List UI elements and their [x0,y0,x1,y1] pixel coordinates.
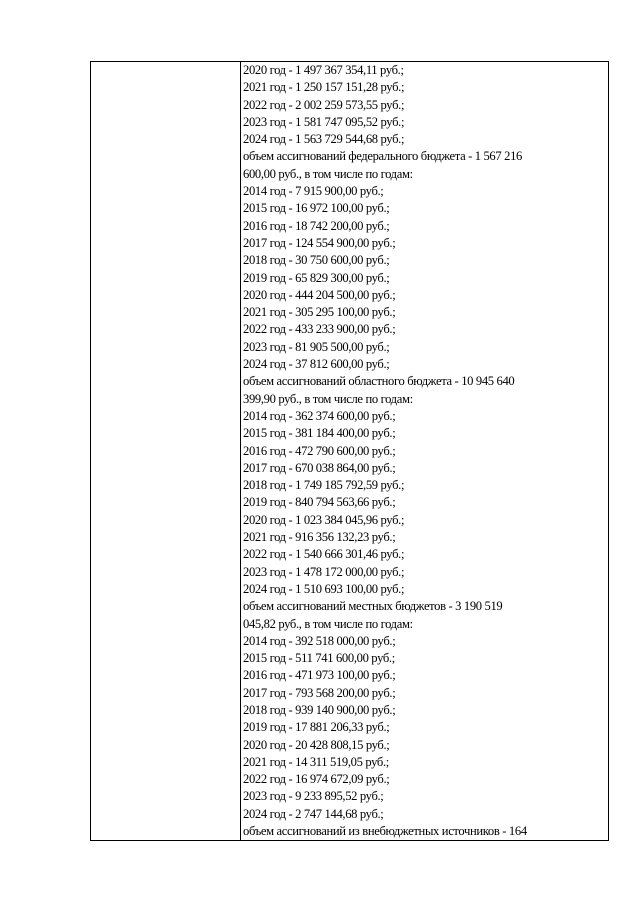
budget-line: 2016 год - 472 790 600,00 руб.; [243,443,396,458]
table-right-cell [241,62,608,840]
budget-line: 399,90 руб., в том числе по годам: [243,391,413,406]
budget-line: объем ассигнований из внебюджетных источников - 164 [243,824,527,839]
budget-line: 2018 год - 1 749 185 792,59 руб.; [243,478,405,493]
budget-line: 2023 год - 1 478 172 000,00 руб.; [243,564,405,579]
budget-line: 2021 год - 916 356 132,23 руб.; [243,530,396,545]
budget-line: 2017 год - 124 554 900,00 руб.; [243,235,396,250]
budget-line: 2015 год - 381 184 400,00 руб.; [243,426,396,441]
budget-line: 2019 год - 17 881 206,33 руб.; [243,720,390,735]
budget-line: 2022 год - 2 002 259 573,55 руб.; [243,97,405,112]
budget-line: 2024 год - 2 747 144,68 руб.; [243,806,384,821]
budget-line: 2020 год - 444 204 500,00 руб.; [243,287,396,302]
budget-line: 2015 год - 511 741 600,00 руб.; [243,651,395,666]
budget-line: 2022 год - 16 974 672,09 руб.; [243,772,390,787]
budget-line: 2022 год - 433 233 900,00 руб.; [243,322,396,337]
table-left-cell [91,62,241,840]
budget-line: 2016 год - 471 973 100,00 руб.; [243,668,396,683]
budget-line: 2023 год - 1 581 747 095,52 руб.; [243,114,405,129]
budget-line: 2024 год - 1 563 729 544,68 руб.; [243,132,405,147]
budget-line: 2018 год - 30 750 600,00 руб.; [243,253,390,268]
budget-line: 045,82 руб., в том числе по годам: [243,616,413,631]
budget-line: 2021 год - 305 295 100,00 руб.; [243,305,396,320]
budget-lines-list [241,62,608,840]
budget-line: 2017 год - 670 038 864,00 руб.; [243,460,396,475]
budget-line: 2014 год - 362 374 600,00 руб.; [243,408,396,423]
budget-line: 2016 год - 18 742 200,00 руб.; [243,218,390,233]
budget-line: 2024 год - 1 510 693 100,00 руб.; [243,581,405,596]
budget-line: 2018 год - 939 140 900,00 руб.; [243,702,396,717]
budget-line: 2020 год - 20 428 808,15 руб.; [243,737,390,752]
budget-table [90,61,609,841]
budget-line: объем ассигнований местных бюджетов - 3 190 519 [243,599,503,614]
budget-line: объем ассигнований федерального бюджета - 1 567 216 [243,149,522,164]
budget-line: 2019 год - 840 794 563,66 руб.; [243,495,396,510]
budget-line: 2020 год - 1 497 367 354,11 руб.; [243,63,404,77]
budget-line: 2015 год - 16 972 100,00 руб.; [243,201,390,216]
budget-line: 2014 год - 7 915 900,00 руб.; [243,184,384,199]
budget-line: 600,00 руб., в том числе по годам: [243,166,413,181]
budget-line: 2021 год - 14 311 519,05 руб.; [243,754,389,769]
budget-line: 2019 год - 65 829 300,00 руб.; [243,270,390,285]
budget-line: 2017 год - 793 568 200,00 руб.; [243,685,396,700]
budget-line: 2021 год - 1 250 157 151,28 руб.; [243,80,405,95]
budget-line: 2023 год - 81 905 500,00 руб.; [243,339,390,354]
budget-line: 2020 год - 1 023 384 045,96 руб.; [243,512,405,527]
budget-line: 2023 год - 9 233 895,52 руб.; [243,789,384,804]
budget-line: 2024 год - 37 812 600,00 руб.; [243,357,390,372]
budget-line: 2022 год - 1 540 666 301,46 руб.; [243,547,405,562]
budget-line: 2014 год - 392 518 000,00 руб.; [243,633,396,648]
budget-line: объем ассигнований областного бюджета - 10 945 640 [243,374,515,389]
